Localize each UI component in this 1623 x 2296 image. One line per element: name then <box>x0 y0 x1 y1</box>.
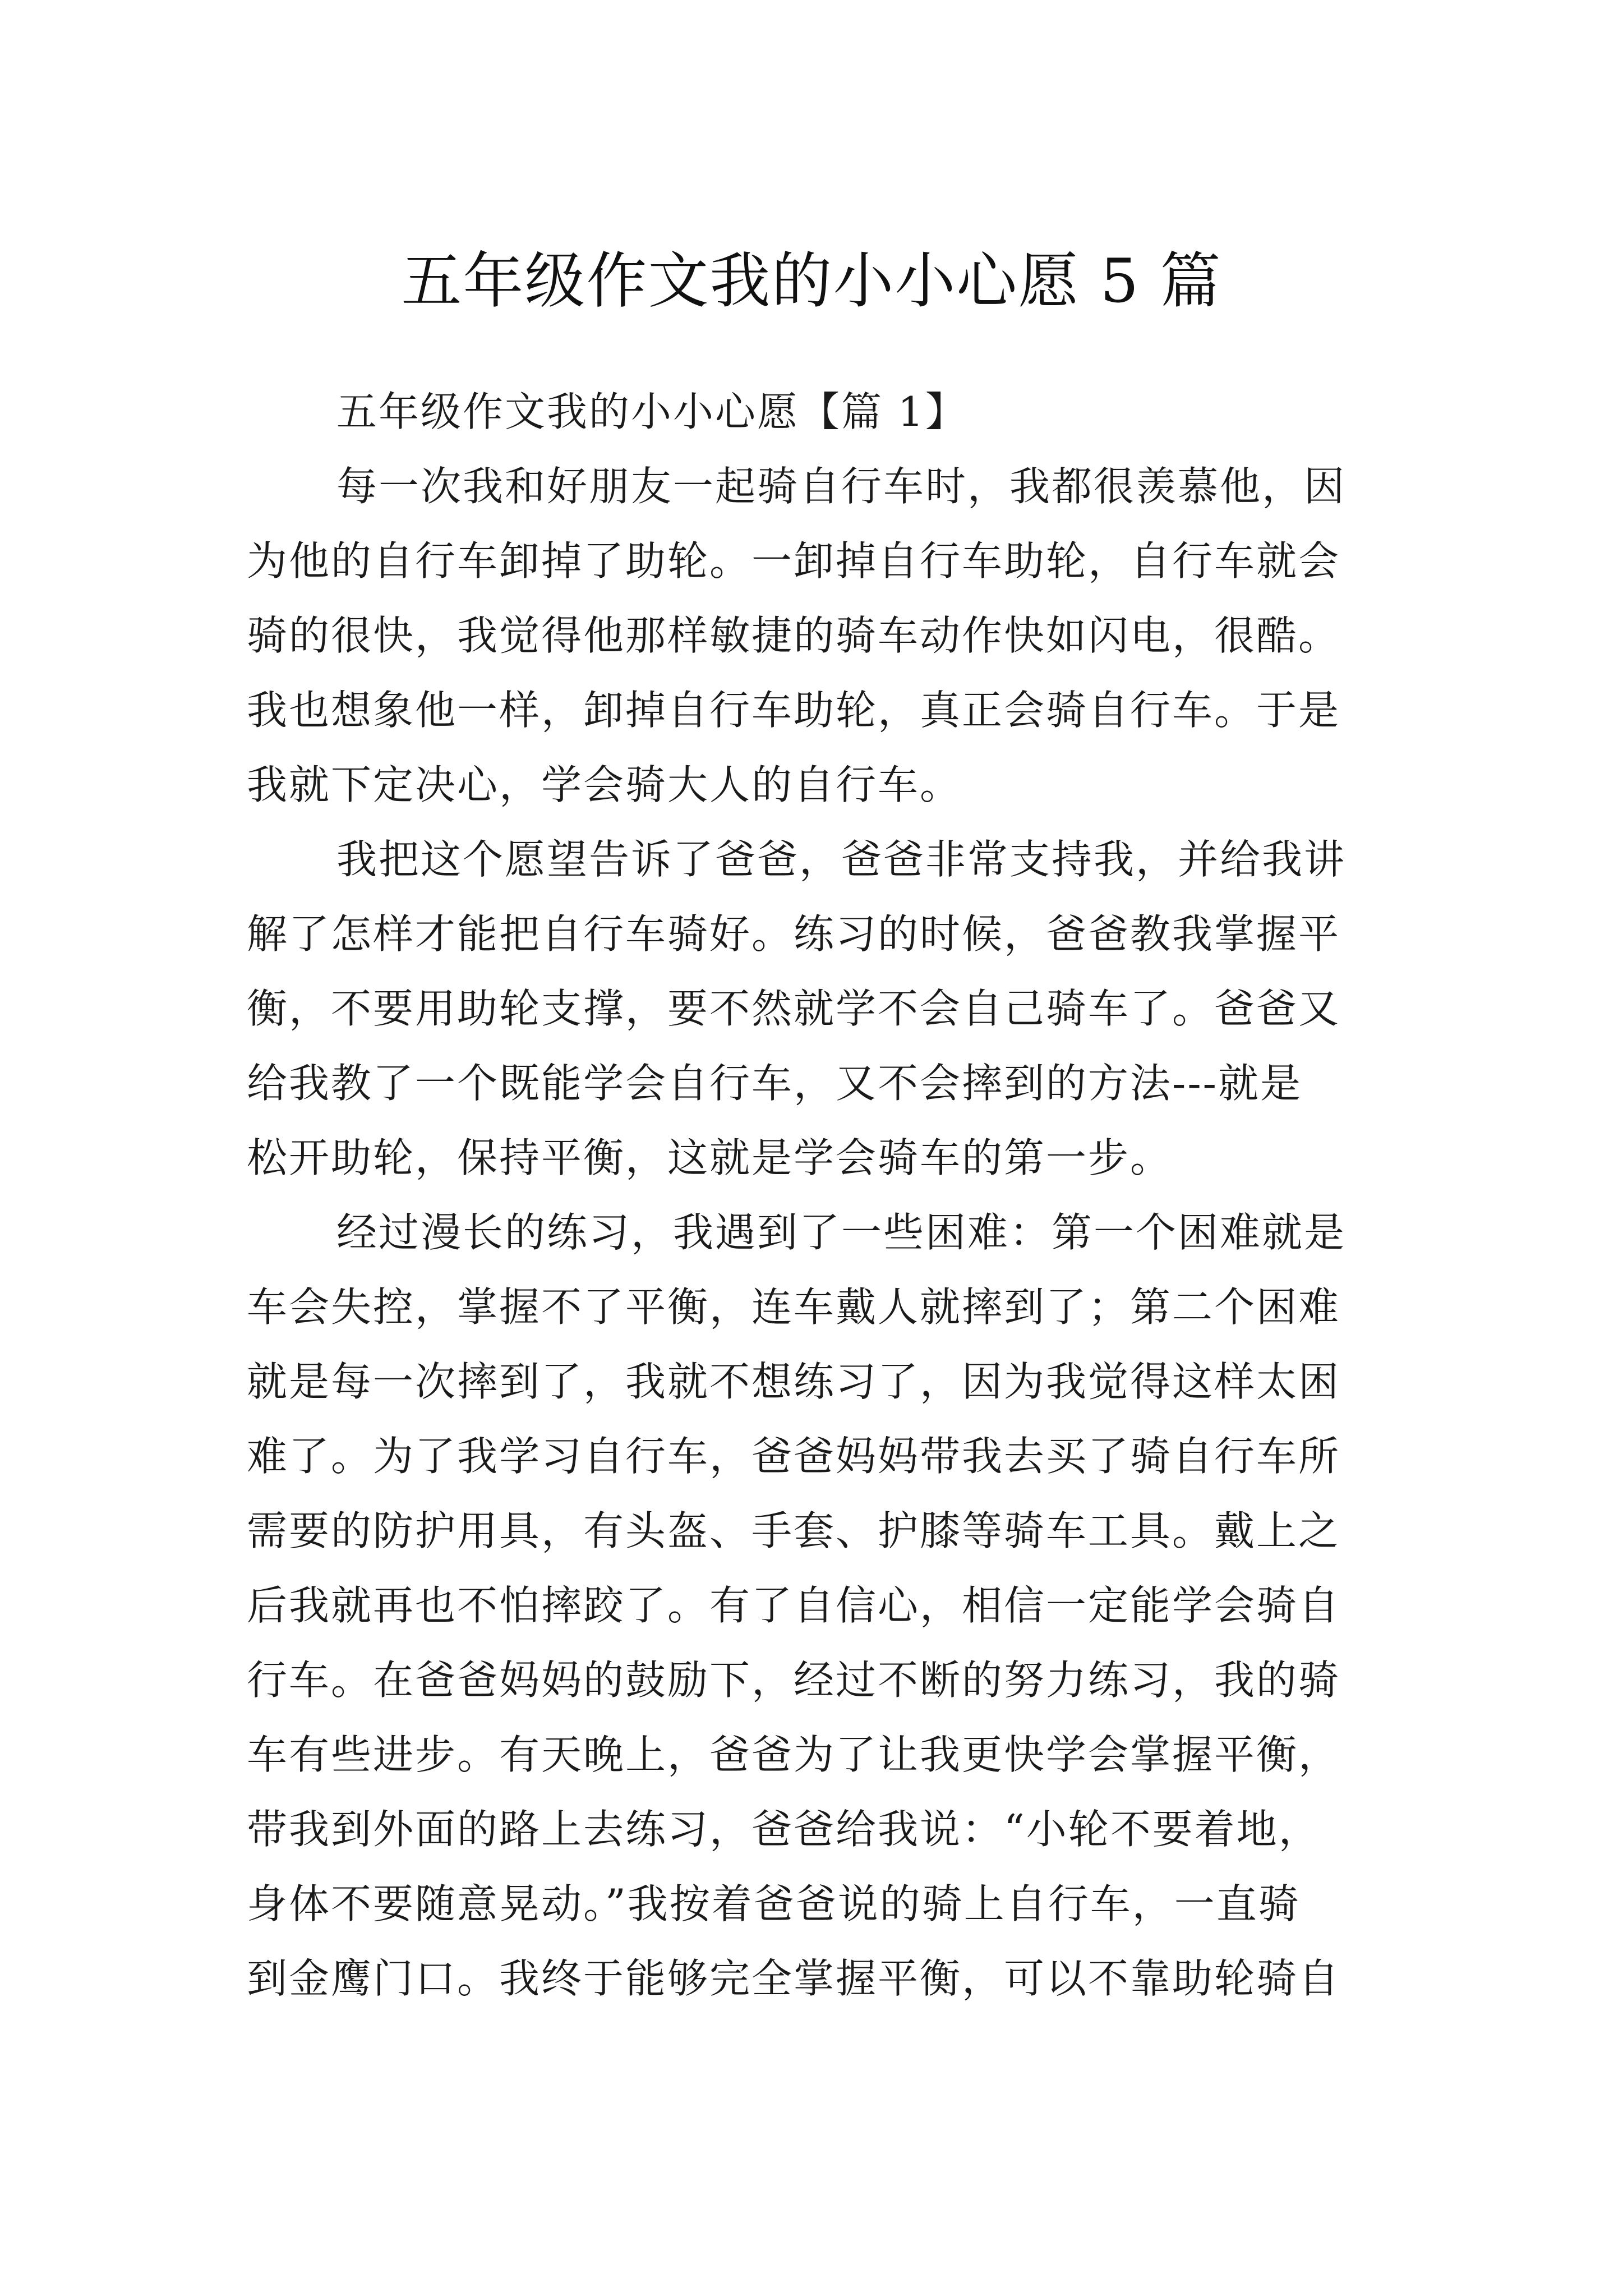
paragraph-line: 就是每一次摔到了，我就不想练习了，因为我觉得这样太困 <box>247 1358 1341 1405</box>
paragraph-line: 我也想象他一样，卸掉自行车助轮，真正会骑自行车。于是 <box>247 687 1341 734</box>
paragraph-line: 到金鹰门口。我终于能够完全掌握平衡，可以不靠助轮骑自 <box>247 1955 1341 2002</box>
paragraph-line: 松开助轮，保持平衡，这就是学会骑车的第一步。 <box>247 1134 1173 1181</box>
paragraph-line: 我就下定决心，学会骑大人的自行车。 <box>247 761 962 808</box>
paragraph-line: 难了。为了我学习自行车，爸爸妈妈带我去买了骑自行车所 <box>247 1433 1341 1480</box>
paragraph-line: 身体不要随意晃动。”我按着爸爸说的骑上自行车，一直骑 <box>247 1880 1301 1927</box>
paragraph-line: 需要的防护用具，有头盔、手套、护膝等骑车工具。戴上之 <box>247 1507 1341 1554</box>
document-body <box>247 375 1391 2016</box>
paragraph-first-line: 我把这个愿望告诉了爸爸，爸爸非常支持我，并给我讲 <box>336 836 1347 883</box>
paragraph-first-line: 经过漫长的练习，我遇到了一些困难：第一个困难就是 <box>336 1209 1347 1256</box>
paragraph-line: 骑的很快，我觉得他那样敏捷的骑车动作快如闪电，很酷。 <box>247 612 1341 659</box>
paragraph-line: 行车。在爸爸妈妈的鼓励下，经过不断的努力练习，我的骑 <box>247 1657 1341 1704</box>
paragraph-line: 车有些进步。有天晚上，爸爸为了让我更快学会掌握平衡， <box>247 1731 1341 1778</box>
paragraph-line: 衡，不要用助轮支撑，要不然就学不会自己骑车了。爸爸又 <box>247 985 1341 1032</box>
page-title: 五年级作文我的小小心愿 5 篇 <box>401 246 1222 317</box>
paragraph-line: 为他的自行车卸掉了助轮。一卸掉自行车助轮，自行车就会 <box>247 537 1341 585</box>
paragraph-line: 带我到外面的路上去练习，爸爸给我说：“小轮不要着地， <box>247 1806 1321 1853</box>
paragraph-line: 解了怎样才能把自行车骑好。练习的时候，爸爸教我掌握平 <box>247 910 1341 958</box>
paragraph-first-line: 每一次我和好朋友一起骑自行车时，我都很羡慕他，因 <box>336 463 1347 510</box>
paragraph-line: 给我教了一个既能学会自行车，又不会摔到的方法---就是 <box>247 1060 1302 1107</box>
paragraph-line: 后我就再也不怕摔跤了。有了自信心，相信一定能学会骑自 <box>247 1582 1341 1629</box>
paragraph-line: 车会失控，掌握不了平衡，连车戴人就摔到了；第二个困难 <box>247 1283 1341 1331</box>
section-heading: 五年级作文我的小小心愿【篇 1】 <box>336 388 967 435</box>
